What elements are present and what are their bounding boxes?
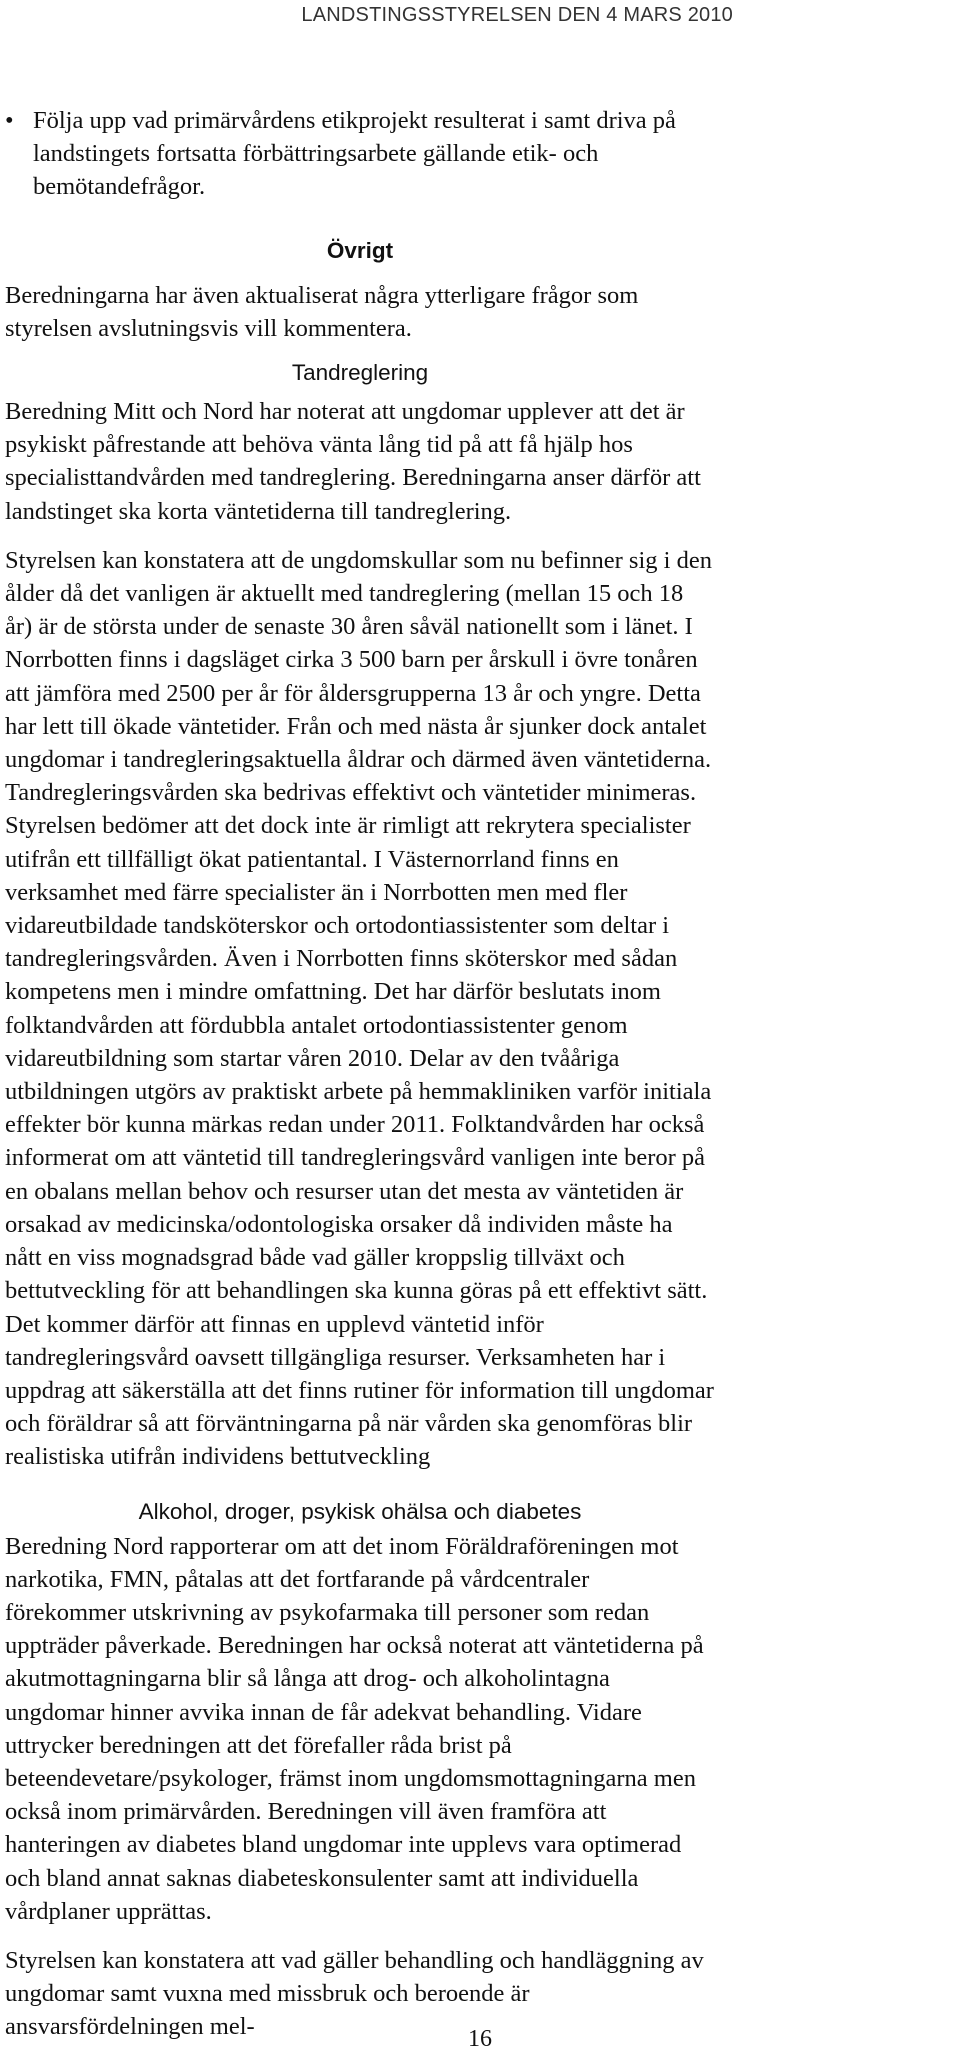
section-heading-ovrigt: Övrigt <box>326 237 394 263</box>
paragraph-alkohol-1: Beredning Nord rapporterar om att det inom Föräldraföreningen mot narkotika, FMN, påtalas att det fortfarande på vårdcentraler förekommer utskrivning av psykofarmaka till personer som redan uppträder påverkade. Beredningen har också noterat att väntetiderna på akutmottagningarna blir så långa att drog- och alkoholintagna ungdomar hinner avvika innan de får adekvat behandling. Vidare uttrycker beredningen att det förefaller råda brist på beteendevetare/psykologer, främst inom ungdomsmottagningarna men också inom primärvården. Beredningen vill även framföra att hanteringen av diabetes bland ungdomar inte upplevs vara optimerad och bland annat saknas diabeteskonsulenter samt att individuella vårdplaner upprättas. <box>5 1532 704 1925</box>
page-number: 16 <box>468 2026 492 2052</box>
paragraph-alkohol-2: Styrelsen kan konstatera att vad gäller behandling och handläggning av ungdomar samt vuxna med missbruk och beroende är ansvarsfördelningen mel- <box>5 1946 704 2041</box>
paragraph-tandreglering-1: Beredning Mitt och Nord har noterat att ungdomar upplever att det är psykiskt påfrestande att behöva vänta lång tid på att få hjälp hos specialisttandvården med tandreglering. Beredningarna anser därför att landstinget ska korta väntetiderna till tandreglering. <box>5 398 701 525</box>
bullet-item <box>5 104 715 204</box>
paragraph-tandreglering-2: Styrelsen kan konstatera att de ungdomskullar som nu befinner sig i den ålder då det vanligen är aktuellt med tandreglering (mellan 15 och 18 år) är de största under de senaste 30 åren såväl nationellt som i länet. I Norrbotten finns i dagsläget cirka 3 500 barn per årskull i övre tonåren att jämföra med 2500 per år för åldersgrupperna 13 år och yngre. Detta har lett till ökade väntetider. Från och med nästa år sjunker dock antalet ungdomar i tandregleringsaktuella åldrar och därmed även väntetiderna. Tandregleringsvården ska bedrivas effektivt och väntetider minimeras. Styrelsen bedömer att det dock inte är rimligt att rekrytera specialister utifrån ett tillfälligt ökat patientantal. I Västernorrland finns en verksamhet med färre specialister än i Norrbotten men med fler vidareutbildade tandsköterskor och ortodontiassistenter som deltar i tandregleringsvården. Även i Norrbotten finns sköterskor med sådan kompetens men i mindre omfattning. Det har därför beslutats inom folktandvården att fördubbla antalet ortodontiassistenter genom vidareutbildning som startar våren 2010. Delar av den tvååriga utbildningen utgörs av praktiskt arbete på hemmakliniken varför initiala effekter bör kunna märkas redan under 2011. Folktandvården har också informerat om att väntetid till tandregleringsvård vanligen inte beror på en obalans mellan behov och resurser utan det mesta av väntetiden är orsakad av medicinska/odontologiska orsaker då individen måste ha nått en viss mognadsgrad både vad gäller kroppslig tillväxt och bettutveckling för att behandlingen ska kunna göras på ett effektivt sätt. Det kommer därför att finnas en upplevd väntetid inför tandregleringsvård oavsett tillgängliga resurser. Verksamheten har i uppdrag att säkerställa att det finns rutiner för information till ungdomar och föräldrar så att förväntningarna på när vården ska genomföras blir realistiska utifrån individens bettutveckling <box>5 546 714 1471</box>
bullet-text: Följa upp vad primärvårdens etikprojekt resulterat i samt driva på landstingets fortsatta förbättringsarbete gällande etik- och bemötandefrågor. <box>33 107 676 201</box>
section-heading-alkohol: Alkohol, droger, psykisk ohälsa och diabetes <box>138 1498 582 1524</box>
page-header: LANDSTINGSSTYRELSEN DEN 4 MARS 2010 <box>301 4 733 26</box>
paragraph-ovrigt: Beredningarna har även aktualiserat några ytterligare frågor som styrelsen avslutningsvis vill kommentera. <box>5 281 639 342</box>
section-heading-tandreglering: Tandreglering <box>291 360 429 386</box>
document-body <box>5 104 715 2044</box>
bullet-marker: • <box>5 107 14 134</box>
